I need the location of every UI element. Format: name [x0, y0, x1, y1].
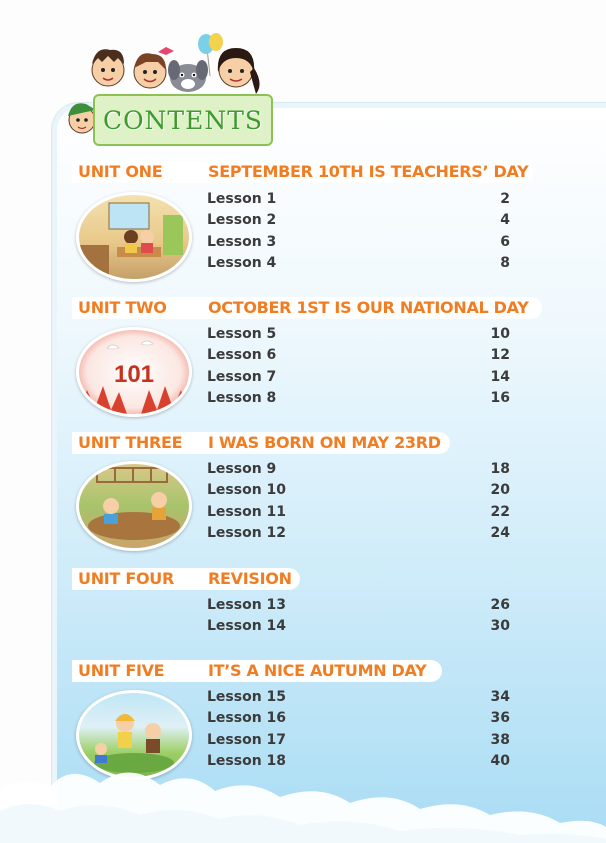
classroom-image	[79, 195, 189, 279]
lesson-page-number: 26	[490, 597, 510, 613]
unit-title: SEPTEMBER 10TH IS TEACHERS’ DAY	[206, 162, 534, 181]
lesson-page-number: 24	[490, 525, 510, 541]
lesson-name[interactable]: Lesson 11	[207, 504, 287, 520]
lesson-name[interactable]: Lesson 10	[207, 482, 287, 498]
unit-label: UNIT FOUR	[78, 569, 174, 588]
lesson-page-number: 2	[500, 191, 510, 207]
lesson-name[interactable]: Lesson 15	[207, 689, 287, 705]
lesson-name[interactable]: Lesson 3	[207, 234, 277, 250]
lesson-page-number: 18	[490, 461, 510, 477]
cloud-decoration	[0, 753, 606, 843]
lesson-page-number: 4	[500, 212, 510, 228]
unit-label: UNIT ONE	[78, 162, 163, 181]
unit-title: I WAS BORN ON MAY 23RD	[206, 433, 447, 452]
lesson-name[interactable]: Lesson 4	[207, 255, 277, 271]
lesson-name[interactable]: Lesson 2	[207, 212, 277, 228]
lesson-page-number: 36	[490, 710, 510, 726]
lesson-page-number: 30	[490, 618, 510, 634]
lesson-name[interactable]: Lesson 16	[207, 710, 287, 726]
lesson-name[interactable]: Lesson 17	[207, 732, 287, 748]
unit-title: OCTOBER 1ST IS OUR NATIONAL DAY	[206, 298, 535, 317]
national-day-image	[79, 330, 189, 414]
lesson-name[interactable]: Lesson 1	[207, 191, 277, 207]
lesson-page-number: 8	[500, 255, 510, 271]
lesson-page-number: 34	[490, 689, 510, 705]
unit-label: UNIT TWO	[78, 298, 167, 317]
lesson-page-number: 12	[490, 347, 510, 363]
unit-two-illustration	[76, 327, 192, 417]
contents-banner	[93, 94, 273, 146]
birthday-image	[79, 464, 189, 548]
lesson-name[interactable]: Lesson 6	[207, 347, 277, 363]
page-title: CONTENTS	[102, 105, 264, 135]
lesson-page-number: 20	[490, 482, 510, 498]
lesson-page-number: 10	[490, 326, 510, 342]
unit-label: UNIT THREE	[78, 433, 183, 452]
unit-one-illustration	[76, 192, 192, 282]
lesson-page-number: 14	[490, 369, 510, 385]
lesson-page-number: 16	[490, 390, 510, 406]
unit-three-illustration	[76, 461, 192, 551]
lesson-page-number: 40	[490, 753, 510, 769]
unit-label: UNIT FIVE	[78, 661, 165, 680]
lesson-name[interactable]: Lesson 9	[207, 461, 277, 477]
lesson-name[interactable]: Lesson 12	[207, 525, 287, 541]
lesson-name[interactable]: Lesson 18	[207, 753, 287, 769]
lesson-page-number: 38	[490, 732, 510, 748]
lesson-name[interactable]: Lesson 5	[207, 326, 277, 342]
lesson-name[interactable]: Lesson 14	[207, 618, 287, 634]
lesson-name[interactable]: Lesson 8	[207, 390, 277, 406]
lesson-page-number: 22	[490, 504, 510, 520]
lesson-page-number: 6	[500, 234, 510, 250]
unit-title: REVISION	[206, 569, 298, 588]
svg-text:101: 101	[113, 361, 155, 388]
lesson-name[interactable]: Lesson 13	[207, 597, 287, 613]
lesson-name[interactable]: Lesson 7	[207, 369, 277, 385]
unit-title: IT’S A NICE AUTUMN DAY	[206, 661, 432, 680]
